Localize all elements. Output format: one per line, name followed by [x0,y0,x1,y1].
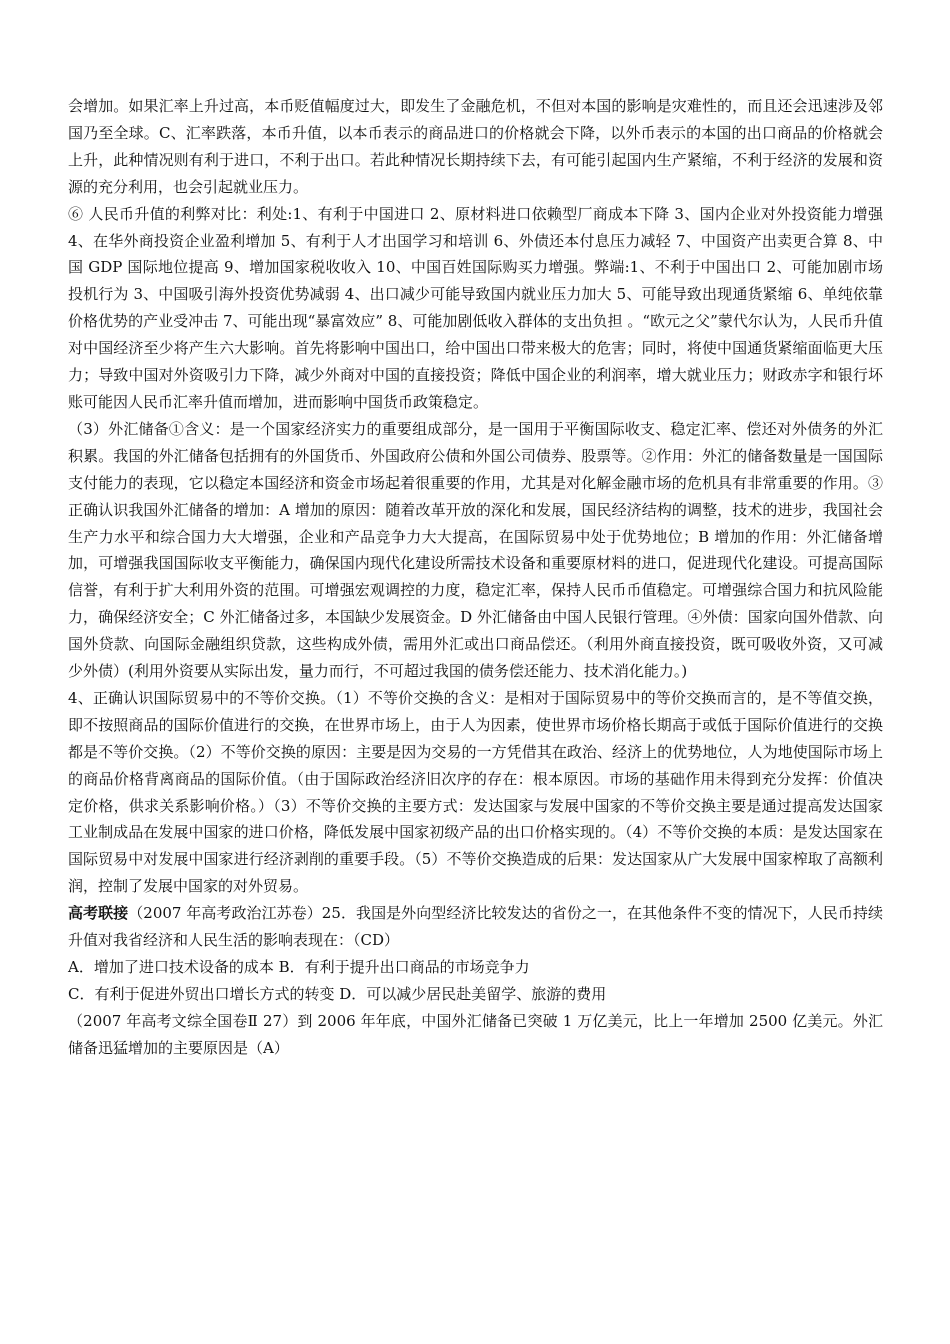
paragraph-unequal-exchange: 4、正确认识国际贸易中的不等价交换。（1）不等价交换的含义：是相对于国际贸易中的等价交换而言的，是不等值交换，即不按照商品的国际价值进行的交换，在世界市场上，由于人为因素，使世界市场价格长期高于或低于国际价值进行的交换都是不等价交换。（2）不等价交换的原因：主要是因为交易的一方凭借其在政治、经济上的优势地位，人为地使国际市场上的商品价格背离商品的国际价值。（由于国际政治经济旧次序的存在：根本原因。市场的基础作用未得到充分发挥：价值决定价格，供求关系影响价格。）（3）不等价交换的主要方式：发达国家与发展中国家的不等价交换主要是通过提高发达国家工业制成品在发展中国家的进口价格，降低发展中国家初级产品的出口价格实现的。（4）不等价交换的本质：是发达国家在国际贸易中对发展中国家进行经济剥削的重要手段。（5）不等价交换造成的后果：发达国家从广大发展中国家榨取了高额利润，控制了发展中国家的对外贸易。 [68,688,883,896]
exam-link-heading: 高考联接 [68,904,129,923]
document-body [68,93,883,1062]
paragraph-rmb-appreciation: ⑥ 人民币升值的利弊对比：利处:1、有利于中国进口 2、原材料进口依赖型厂商成本下降 3、国内企业对外投资能力增强 4、在华外商投资企业盈利增加 5、有利于人才出国学习和培训 6、外债还本付息压力减轻 7、中国资产出卖更合算 8、中国 GDP 国际地位提高 9、增加国家税收收入 10、中国百姓国际购买力增强。弊端:1、不利于中国出口 2、可能加剧市场投机行为 3、中国吸引海外投资优势减弱 4、出口减少可能导致国内就业压力加大 5、可能导致出现通货紧缩 6、单纯依靠价格优势的产业受冲击 7、可能出现“暴富效应” 8、可能加剧低收入群体的支出负担 。“欧元之父”蒙代尔认为，人民币升值对中国经济至少将产生六大影响。首先将影响中国出口，给中国出口带来极大的危害；同时，将使中国通货紧缩面临更大压力；导致中国对外资吸引力下降，减少外商对中国的直接投资；降低中国企业的利润率，增大就业压力；财政赤字和银行坏账可能因人民币汇率升值而增加，进而影响中国货币政策稳定。 [68,204,883,411]
paragraph-exchange-rate: 会增加。如果汇率上升过高，本币贬值幅度过大，即发生了金融危机，不但对本国的影响是灾难性的，而且还会迅速涉及邻国乃至全球。C、汇率跌落，本币升值，以本币表示的商品进口的价格就会下降，以外币表示的本国的出口商品的价格就会上升，此种情况则有利于进口，不利于出口。若此种情况长期持续下去，有可能引起国内生产紧缩，不利于经济的发展和资源的充分利用，也会引起就业压力。 [68,97,883,196]
paragraph-foreign-reserves: （3）外汇储备①含义：是一个国家经济实力的重要组成部分，是一国用于平衡国际收支、稳定汇率、偿还对外债务的外汇积累。我国的外汇储备包括拥有的外国货币、外国政府公债和外国公司债券、股票等。②作用：外汇的储备数量是一国国际支付能力的表现，它以稳定本国经济和资金市场起着很重要的作用，尤其是对化解金融市场的危机具有非常重要的作用。③正确认识我国外汇储备的增加：A 增加的原因：随着改革开放的深化和发展，国民经济结构的调整，技术的进步，我国社会生产力水平和综合国力大大增强，企业和产品竞争力大大提高，在国际贸易中处于优势地位；B 增加的作用：外汇储备增加，可增强我国国际收支平衡能力，确保国内现代化建设所需技术设备和重要原材料的进口，促进现代化建设。可提高国际信誉，有利于扩大利用外资的范围。可增强宏观调控的力度，稳定汇率，保持人民币币值稳定。可增强综合国力和抗风险能力，确保经济安全；C 外汇储备过多，本国缺少发展资金。D 外汇储备由中国人民银行管理。④外债：国家向国外借款、向国外贷款、向国际金融组织贷款，这些构成外债，需用外汇或出口商品偿还。（利用外商直接投资，既可吸收外资，又可减少外债）(利用外资要从实际出发，量力而行，不可超过我国的债务偿还能力、技术消化能力。) [68,419,883,681]
paragraph-exam-question-2: （2007 年高考文综全国卷Ⅱ 27）到 2006 年年底，中国外汇储备已突破 1 万亿美元，比上一年增加 2500 亿美元。外汇储备迅猛增加的主要原因是（A） [68,1011,883,1057]
exam-link-question: （2007 年高考政治江苏卷）25．我国是外向型经济比较发达的省份之一，在其他条件不变的情况下，人民币持续升值对我省经济和人民生活的影响表现在：（CD） [68,904,883,950]
paragraph-exam-link [68,900,883,954]
answer-options-ab: A．增加了进口技术设备的成本 B．有利于提升出口商品的市场竞争力 [68,958,530,976]
answer-options-cd: C．有利于促进外贸出口增长方式的转变 D．可以减少居民赴美留学、旅游的费用 [68,984,607,1003]
